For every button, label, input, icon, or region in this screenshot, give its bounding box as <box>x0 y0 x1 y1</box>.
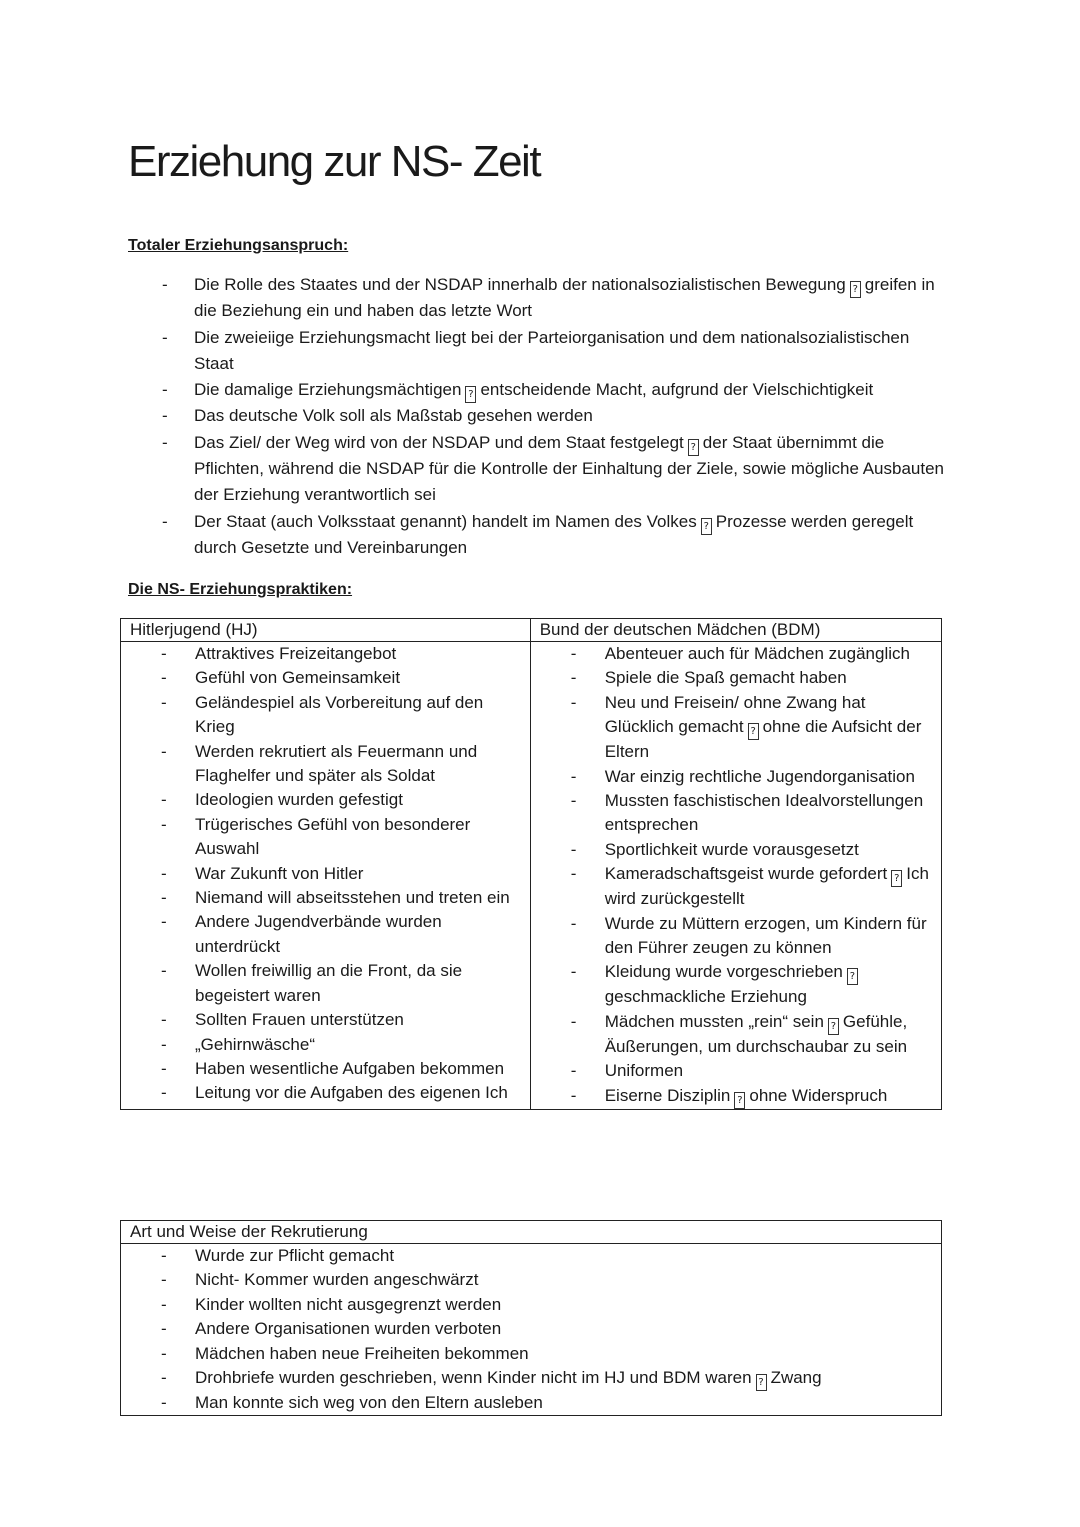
list-item <box>531 838 941 862</box>
list-item-text-continued: der Staat übernimmt die Pflichten, während die NSDAP für die Kontrolle der Einhaltung der Ziele, sowie mögliche Ausbauten der Erziehung verantwortlich sei <box>194 432 945 505</box>
list-item-text: Der Staat (auch Volksstaat genannt) handelt im Namen des Volkes <box>194 511 697 531</box>
list-item-text: Kleidung wurde vorgeschrieben <box>604 962 843 982</box>
list-item <box>121 1033 530 1057</box>
list-item-text: War einzig rechtliche Jugendorganisation <box>604 766 915 786</box>
list-item-text: Wollen freiwillig an die Front, da sie begeistert waren <box>195 961 463 1005</box>
list-item-text: Niemand will abseitsstehen und treten ein <box>195 888 510 908</box>
list-item-text-continued: Prozesse werden geregelt durch Gesetzte und Vereinbarungen <box>194 511 914 557</box>
list-item-text: War Zukunft von Hitler <box>195 863 364 883</box>
list-item-text: Geländespiel als Vorbereitung auf den Krieg <box>195 692 484 737</box>
list-item <box>121 691 530 740</box>
list-item <box>121 862 530 886</box>
hj-list <box>121 642 530 1106</box>
list-item-text: Spiele die Spaß gemacht haben <box>604 668 847 688</box>
list-item-text: Neu und Freisein/ ohne Zwang hat Glücklich gemacht <box>604 692 866 737</box>
list-item-text: Ideologien wurden gefestigt <box>195 790 403 810</box>
rekrutierung-cell <box>121 1244 942 1416</box>
list-item <box>121 1366 941 1391</box>
arrow-icon: ? <box>847 968 858 985</box>
list-item <box>121 910 530 959</box>
bdm-list <box>531 642 941 1109</box>
praktiken-table <box>120 618 942 1110</box>
rekrutierung-header: Art und Weise der Rekrutierung <box>121 1221 942 1244</box>
list-item-text: Gefühl von Gemeinsamkeit <box>195 668 401 688</box>
section-heading-erziehungspraktiken: Die NS- Erziehungspraktiken: <box>128 581 353 598</box>
list-item <box>121 1268 941 1292</box>
list-item-text-continued: geschmackliche Erziehung <box>604 987 807 1007</box>
list-item-text: Uniformen <box>604 1061 684 1081</box>
list-item <box>531 789 941 838</box>
list-item-text: Leitung vor die Aufgaben des eigenen Ich <box>195 1083 508 1103</box>
list-item-text: „Gehirnwäsche“ <box>195 1034 315 1054</box>
page-title: Erziehung zur NS- Zeit <box>128 137 541 186</box>
list-item <box>121 666 530 690</box>
list-item <box>162 509 952 562</box>
arrow-icon: ? <box>748 723 759 740</box>
list-item <box>121 1057 530 1081</box>
arrow-icon: ? <box>465 386 476 403</box>
list-item <box>121 959 530 1008</box>
arrow-icon: ? <box>891 870 902 887</box>
list-item-text-continued: ohne Widerspruch <box>749 1085 888 1105</box>
list-item <box>121 1244 941 1268</box>
list-item-text: Kinder wollten nicht ausgegrenzt werden <box>195 1294 502 1314</box>
list-item-text: Die zweieiige Erziehungsmacht liegt bei der Parteiorganisation und dem nationalsozialistischen Staat <box>194 327 910 373</box>
rekrutierung-list <box>121 1244 941 1415</box>
list-item-text: Sportlichkeit wurde vorausgesetzt <box>604 839 859 859</box>
list-item-text: Sollten Frauen unterstützen <box>195 1010 404 1030</box>
list-item-text: Wurde zu Müttern erzogen, um Kindern für den Führer zeugen zu können <box>604 913 927 958</box>
list-item-text: Attraktives Freizeitangebot <box>195 644 397 663</box>
list-item-text: Drohbriefe wurden geschrieben, wenn Kinder nicht im HJ und BDM waren <box>195 1368 752 1388</box>
list-item-text: Mädchen haben neue Freiheiten bekommen <box>195 1343 529 1363</box>
list-item <box>121 642 530 666</box>
list-item <box>121 1293 941 1317</box>
list-item-text-continued: Gefühle, Äußerungen, um durchschaubar zu sein <box>604 1011 908 1056</box>
list-item-text: Nicht- Kommer wurden angeschwärzt <box>195 1270 479 1290</box>
list-item <box>162 325 952 378</box>
list-item <box>162 403 952 429</box>
list-item <box>531 642 941 666</box>
list-item-text: Trügerisches Gefühl von besonderer Auswahl <box>195 814 471 859</box>
list-item <box>531 1084 941 1109</box>
list-item <box>531 960 941 1009</box>
list-item <box>121 1391 941 1415</box>
bdm-column <box>530 642 941 1110</box>
list-item-text-continued: Ich wird zurückgestellt <box>604 864 929 909</box>
list-item <box>121 1008 530 1032</box>
list-item-text: Das deutsche Volk soll als Maßstab gesehen werden <box>194 406 593 426</box>
list-item-text: Haben wesentliche Aufgaben bekommen <box>195 1058 505 1078</box>
list-item <box>162 272 952 325</box>
list-item <box>531 691 941 765</box>
list-item <box>121 740 530 789</box>
list-item-text: Das Ziel/ der Weg wird von der NSDAP und dem Staat festgelegt <box>194 432 684 452</box>
list-item <box>121 1317 941 1341</box>
list-item <box>531 862 941 911</box>
list-item-text-continued: greifen in die Beziehung ein und haben das letzte Wort <box>194 275 935 321</box>
list-item-text-continued: Zwang <box>770 1368 822 1388</box>
list-item-text: Wurde zur Pflicht gemacht <box>195 1246 395 1265</box>
list-item-text: Man konnte sich weg von den Eltern ausleben <box>195 1393 543 1413</box>
hj-column-header: Hitlerjugend (HJ) <box>121 619 531 642</box>
list-item <box>121 1342 941 1366</box>
arrow-icon: ? <box>850 281 861 298</box>
hj-column <box>121 642 531 1110</box>
erziehungsanspruch-list <box>162 272 952 561</box>
list-item <box>121 788 530 812</box>
list-item-text: Die Rolle des Staates und der NSDAP innerhalb der nationalsozialistischen Bewegung <box>194 275 846 294</box>
rekrutierung-table <box>120 1220 942 1416</box>
list-item <box>121 1081 530 1105</box>
list-item <box>162 430 952 509</box>
list-item <box>121 886 530 910</box>
list-item-text: Eiserne Disziplin <box>604 1085 731 1105</box>
list-item-text: Andere Jugendverbände wurden unterdrückt <box>195 912 442 956</box>
arrow-icon: ? <box>688 439 699 456</box>
list-item-text: Mussten faschistischen Idealvorstellungen entsprechen <box>604 791 924 835</box>
list-item-text: Abenteuer auch für Mädchen zugänglich <box>604 644 910 663</box>
list-item <box>531 666 941 690</box>
bdm-column-header: Bund der deutschen Mädchen (BDM) <box>530 619 941 642</box>
list-item-text: Mädchen mussten „rein“ sein <box>604 1011 824 1031</box>
arrow-icon: ? <box>756 1374 767 1391</box>
list-item-text: Andere Organisationen wurden verboten <box>195 1319 502 1339</box>
arrow-icon: ? <box>734 1092 745 1109</box>
list-item-text: Werden rekrutiert als Feuermann und Flaghelfer und später als Soldat <box>195 741 478 786</box>
list-item-text-continued: entscheidende Macht, aufgrund der Vielschichtigkeit <box>480 380 874 400</box>
list-item-text: Kameradschaftsgeist wurde gefordert <box>604 864 888 884</box>
list-item <box>531 765 941 789</box>
list-item <box>121 813 530 862</box>
list-item <box>162 377 952 403</box>
list-item-text: Die damalige Erziehungsmächtigen <box>194 380 462 400</box>
arrow-icon: ? <box>828 1018 839 1035</box>
list-item <box>531 1059 941 1083</box>
arrow-icon: ? <box>701 518 712 535</box>
list-item <box>531 912 941 961</box>
list-item <box>531 1010 941 1059</box>
section-heading-totaler-erziehungsanspruch: Totaler Erziehungsanspruch: <box>128 237 349 254</box>
list-item-text-continued: ohne die Aufsicht der Eltern <box>604 717 922 762</box>
